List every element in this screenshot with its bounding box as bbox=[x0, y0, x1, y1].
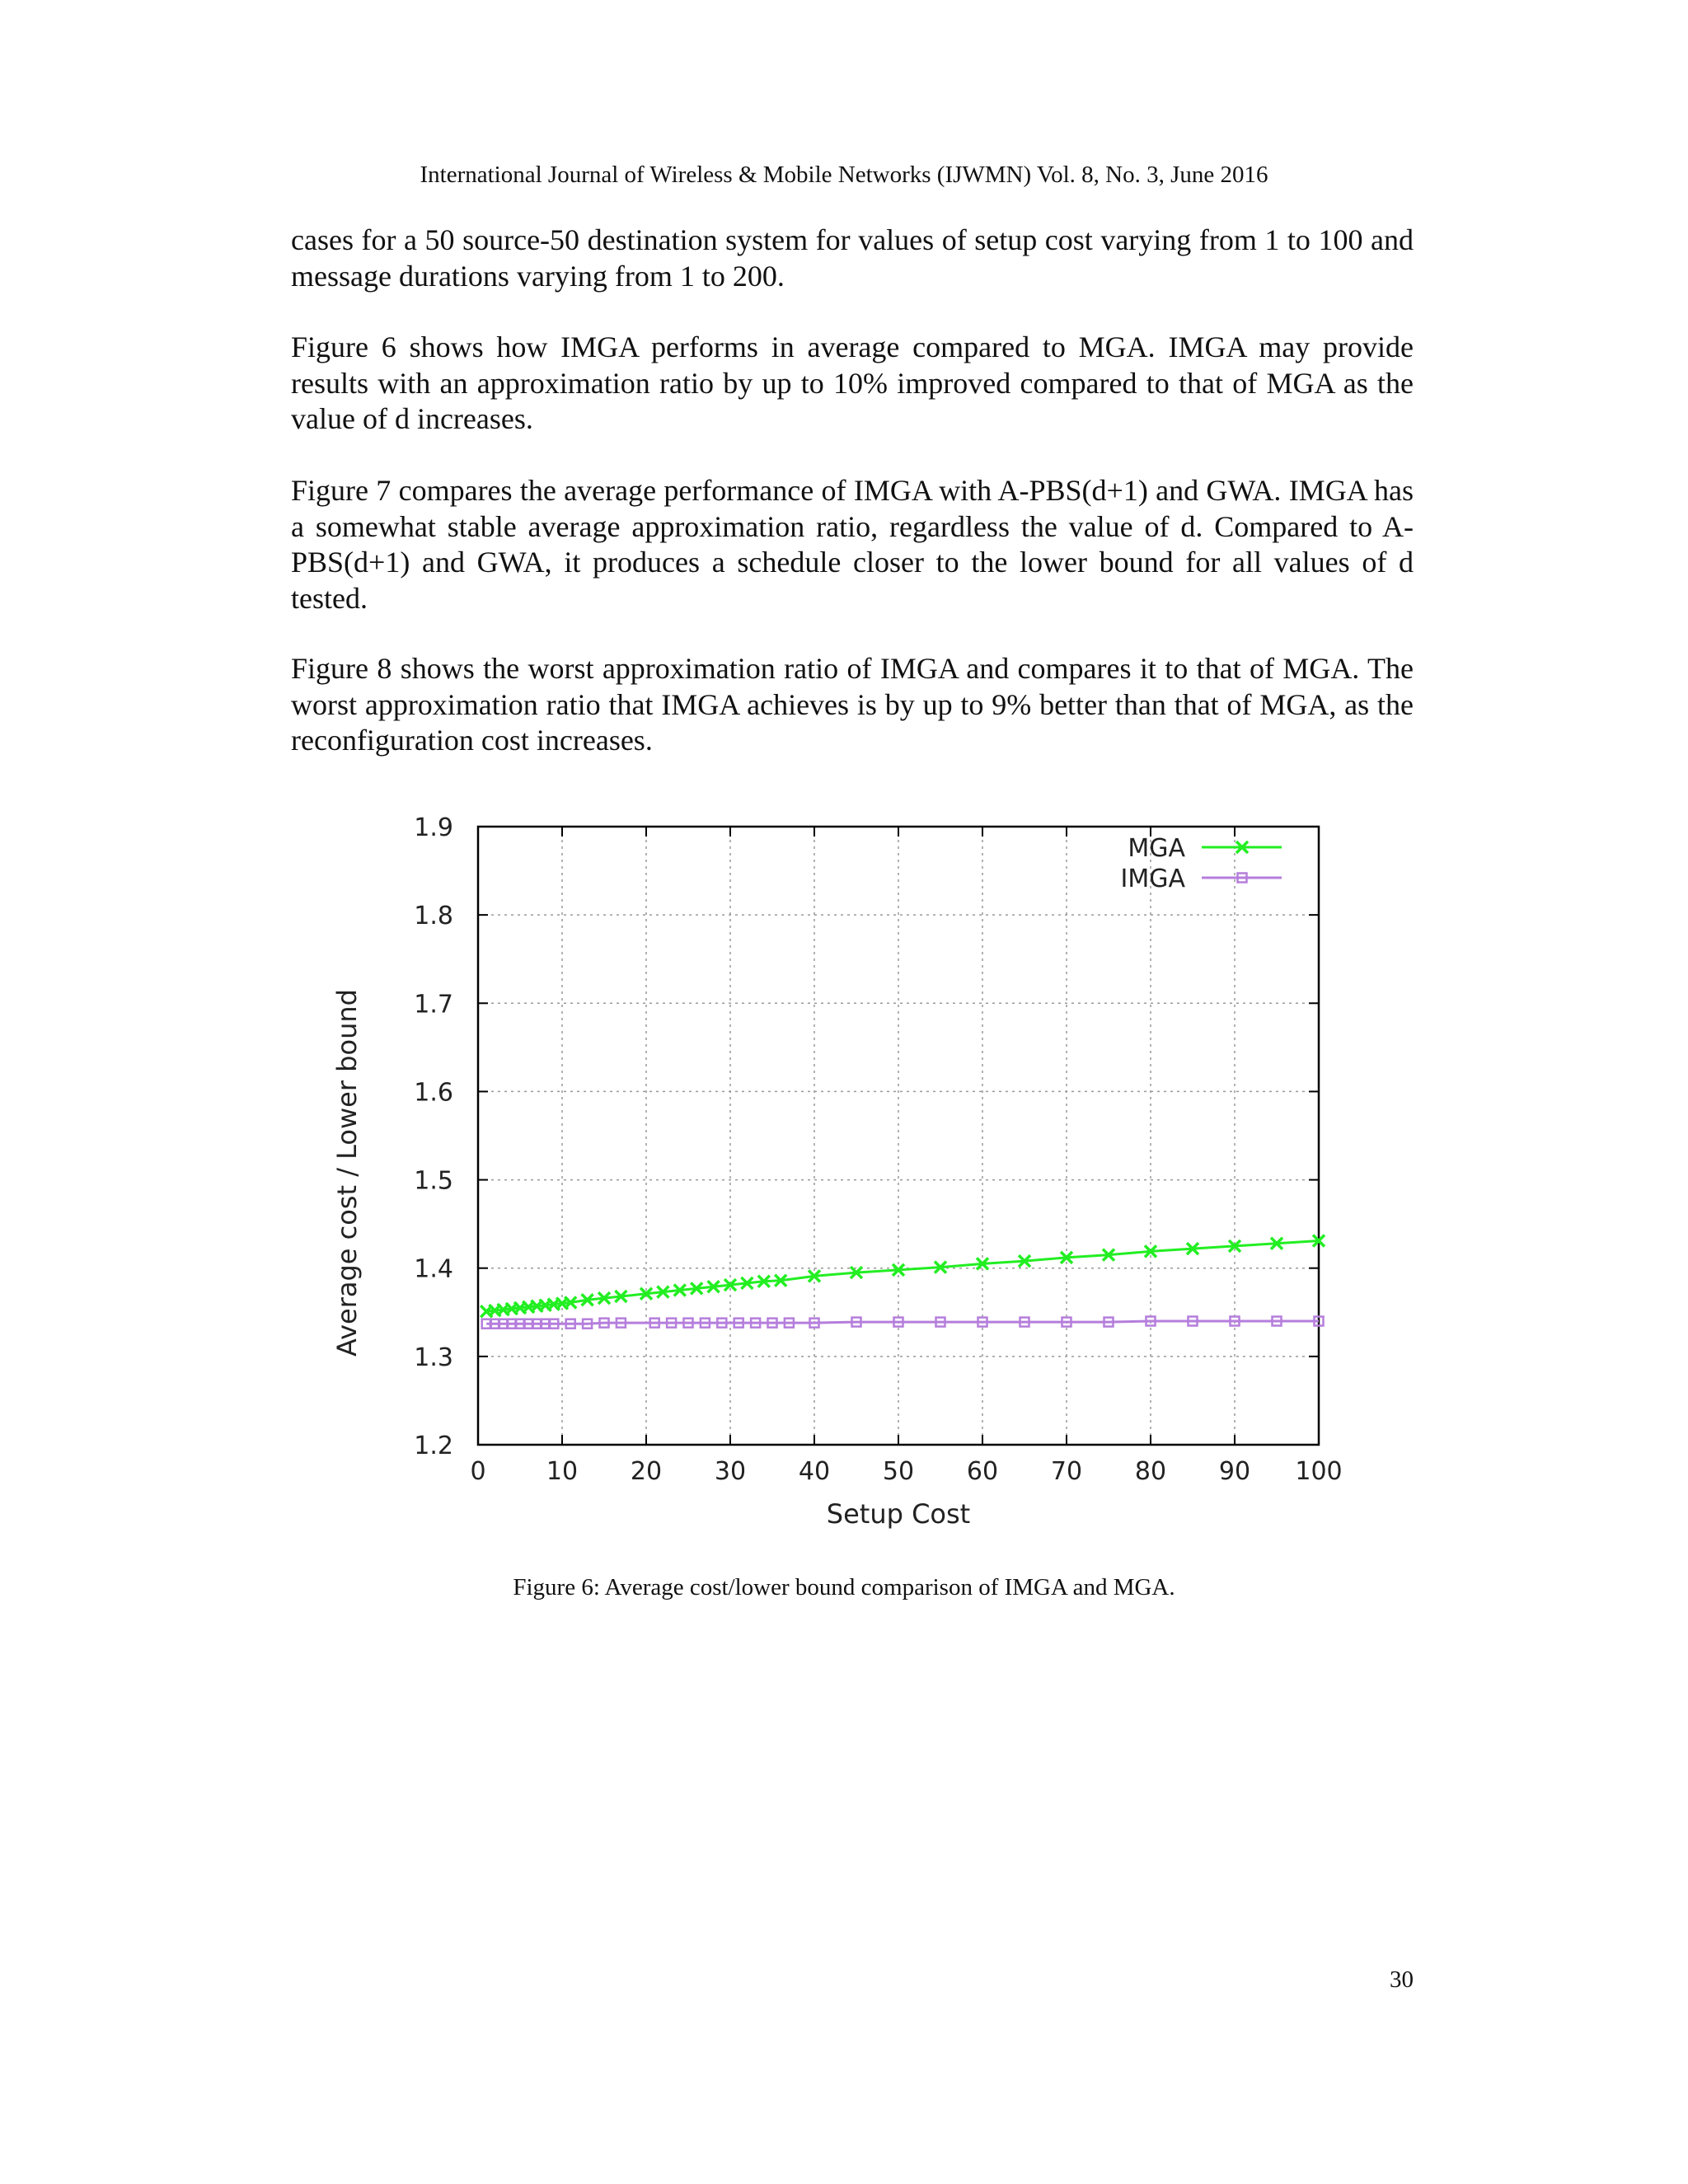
paragraph: Figure 8 shows the worst approximation ratio of IMGA and compares it to that of MGA. The worst approximation ratio that IMGA achieves is by up to 9% better than that of MGA, as the reconfiguration cost increases. bbox=[291, 652, 1414, 757]
x-axis-ticks bbox=[470, 827, 1342, 1486]
y-tick-label: 1.4 bbox=[414, 1254, 453, 1284]
x-axis-label: Setup Cost bbox=[826, 1498, 971, 1530]
y-tick-label: 1.5 bbox=[414, 1166, 453, 1196]
x-tick-label: 0 bbox=[470, 1457, 486, 1486]
y-axis-label: Average cost / Lower bound bbox=[331, 989, 363, 1357]
y-tick-label: 1.7 bbox=[414, 990, 453, 1019]
legend-label-mga: MGA bbox=[1128, 834, 1185, 863]
y-axis-ticks bbox=[414, 813, 1319, 1460]
journal-header: International Journal of Wireless & Mobile Networks (IJWMN) Vol. 8, No. 3, June 2016 bbox=[420, 162, 1268, 188]
figure-caption: Figure 6: Average cost/lower bound comparison of IMGA and MGA. bbox=[513, 1574, 1175, 1601]
legend bbox=[1120, 834, 1282, 893]
x-tick-label: 80 bbox=[1134, 1457, 1167, 1486]
figure-6-chart bbox=[313, 791, 1385, 1549]
paragraph: cases for a 50 source-50 destination system for values of setup cost varying from 1 to 100 and message durations varying from 1 to 200. bbox=[291, 223, 1414, 293]
page-number: 30 bbox=[1390, 1966, 1414, 1993]
paragraph: Figure 6 shows how IMGA performs in average compared to MGA. IMGA may provide results with an approximation ratio by up to 10% improved compared to that of MGA as the value of d increases. bbox=[291, 330, 1414, 435]
x-tick-label: 50 bbox=[882, 1457, 915, 1486]
data-series bbox=[481, 1235, 1325, 1329]
paragraph: Figure 7 compares the average performance of IMGA with A-PBS(d+1) and GWA. IMGA has a somewhat stable average approximation ratio, regardless the value of d. Compared to A-PBS(d+1) and GWA, it produces a schedule closer to the lower bound for all values of d tested. bbox=[291, 474, 1414, 615]
y-tick-label: 1.2 bbox=[414, 1432, 453, 1460]
y-tick-label: 1.8 bbox=[414, 902, 453, 931]
x-tick-label: 60 bbox=[966, 1457, 999, 1486]
x-tick-label: 100 bbox=[1295, 1457, 1343, 1486]
x-tick-label: 90 bbox=[1218, 1457, 1251, 1486]
y-tick-label: 1.3 bbox=[414, 1343, 453, 1372]
x-tick-label: 70 bbox=[1050, 1457, 1083, 1486]
x-tick-label: 40 bbox=[798, 1457, 831, 1486]
legend-label-imga: IMGA bbox=[1120, 865, 1185, 893]
x-tick-label: 10 bbox=[546, 1457, 579, 1486]
y-tick-label: 1.9 bbox=[414, 813, 453, 842]
x-tick-label: 20 bbox=[630, 1457, 663, 1486]
grid-lines bbox=[478, 827, 1319, 1445]
y-tick-label: 1.6 bbox=[414, 1078, 453, 1108]
x-tick-label: 30 bbox=[714, 1457, 747, 1486]
